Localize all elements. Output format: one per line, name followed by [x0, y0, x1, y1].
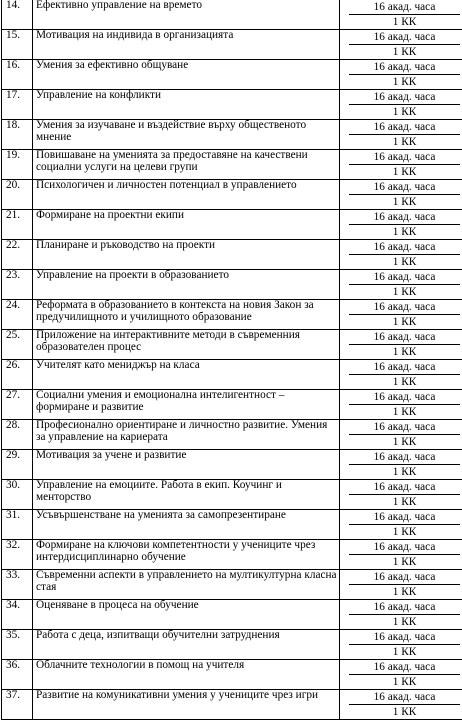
- course-load-cell: [340, 450, 462, 480]
- qualification-credits: 1 КК: [349, 284, 460, 299]
- course-title: Формиране на ключови компетентности у учениците чрез интердисциплинарно обучение: [33, 540, 340, 570]
- row-number: 31.: [2, 510, 33, 540]
- row-number: 20.: [2, 180, 33, 210]
- row-number: 15.: [2, 30, 33, 60]
- row-number: 33.: [2, 570, 33, 600]
- academic-hours: 16 акад. часа: [340, 150, 462, 164]
- qualification-credits: 1 КК: [349, 314, 460, 329]
- course-load-cell: [340, 300, 462, 330]
- qualification-credits: 1 КК: [349, 374, 460, 389]
- table-row: [2, 0, 462, 30]
- table-row: [2, 30, 462, 60]
- row-number: 36.: [2, 660, 33, 690]
- table-row: [2, 150, 462, 180]
- course-load-cell: [340, 330, 462, 360]
- course-load-cell: [340, 570, 462, 600]
- course-title: Управление на проекти в образованието: [33, 270, 340, 300]
- table-row: [2, 690, 462, 720]
- course-load-cell: [340, 150, 462, 180]
- course-load-cell: [340, 390, 462, 420]
- qualification-credits: 1 КК: [349, 704, 460, 719]
- table-row: [2, 120, 462, 150]
- course-load-cell: [340, 510, 462, 540]
- academic-hours: 16 акад. часа: [340, 660, 462, 674]
- course-title: Ефективно управление на времето: [33, 0, 340, 30]
- qualification-credits: 1 КК: [349, 674, 460, 689]
- academic-hours: 16 акад. часа: [340, 510, 462, 524]
- table-row: [2, 90, 462, 120]
- qualification-credits: 1 КК: [349, 404, 460, 419]
- course-table: [1, 0, 462, 720]
- course-title: Управление на емоциите. Работа в екип. Коучинг и менторство: [33, 480, 340, 510]
- course-load-cell: [340, 600, 462, 630]
- row-number: 25.: [2, 330, 33, 360]
- course-load-cell: [340, 270, 462, 300]
- course-title: Съвременни аспекти в управлението на мултикултурна класна стая: [33, 570, 340, 600]
- course-title: Психологичен и личностен потенциал в управлението: [33, 180, 340, 210]
- table-row: [2, 660, 462, 690]
- course-title: Умения за ефективно общуване: [33, 60, 340, 90]
- academic-hours: 16 акад. часа: [340, 0, 462, 14]
- row-number: 14.: [2, 0, 33, 30]
- academic-hours: 16 акад. часа: [340, 210, 462, 224]
- qualification-credits: 1 КК: [349, 494, 460, 509]
- row-number: 32.: [2, 540, 33, 570]
- academic-hours: 16 акад. часа: [340, 570, 462, 584]
- qualification-credits: 1 КК: [349, 74, 460, 89]
- row-number: 35.: [2, 630, 33, 660]
- course-load-cell: [340, 0, 462, 30]
- course-table-body: [2, 0, 462, 720]
- table-row: [2, 540, 462, 570]
- row-number: 26.: [2, 360, 33, 390]
- course-load-cell: [340, 90, 462, 120]
- row-number: 27.: [2, 390, 33, 420]
- course-load-cell: [340, 660, 462, 690]
- qualification-credits: 1 КК: [349, 524, 460, 539]
- academic-hours: 16 акад. часа: [340, 630, 462, 644]
- academic-hours: 16 акад. часа: [340, 330, 462, 344]
- academic-hours: 16 акад. часа: [340, 360, 462, 374]
- table-row: [2, 600, 462, 630]
- row-number: 23.: [2, 270, 33, 300]
- course-title: Развитие на комуникативни умения у учениците чрез игри: [33, 690, 340, 720]
- academic-hours: 16 акад. часа: [340, 600, 462, 614]
- course-title: Управление на конфликти: [33, 90, 340, 120]
- qualification-credits: 1 КК: [349, 344, 460, 359]
- course-title: Облачните технологии в помощ на учителя: [33, 660, 340, 690]
- academic-hours: 16 акад. часа: [340, 390, 462, 404]
- academic-hours: 16 акад. часа: [340, 270, 462, 284]
- table-row: [2, 480, 462, 510]
- table-row: [2, 210, 462, 240]
- qualification-credits: 1 КК: [349, 584, 460, 599]
- qualification-credits: 1 КК: [349, 194, 460, 209]
- row-number: 28.: [2, 420, 33, 450]
- course-title: Работа с деца, изпитващи обучителни затруднения: [33, 630, 340, 660]
- course-title: Формиране на проектни екипи: [33, 210, 340, 240]
- course-load-cell: [340, 240, 462, 270]
- course-load-cell: [340, 630, 462, 660]
- course-title: Мотивация на индивида в организацията: [33, 30, 340, 60]
- course-load-cell: [340, 540, 462, 570]
- table-row: [2, 420, 462, 450]
- qualification-credits: 1 КК: [349, 14, 460, 29]
- row-number: 30.: [2, 480, 33, 510]
- qualification-credits: 1 КК: [349, 644, 460, 659]
- qualification-credits: 1 КК: [349, 164, 460, 179]
- qualification-credits: 1 КК: [349, 254, 460, 269]
- row-number: 24.: [2, 300, 33, 330]
- academic-hours: 16 акад. часа: [340, 540, 462, 554]
- qualification-credits: 1 КК: [349, 464, 460, 479]
- academic-hours: 16 акад. часа: [340, 60, 462, 74]
- academic-hours: 16 акад. часа: [340, 180, 462, 194]
- table-row: [2, 240, 462, 270]
- course-load-cell: [340, 60, 462, 90]
- row-number: 37.: [2, 690, 33, 720]
- academic-hours: 16 акад. часа: [340, 240, 462, 254]
- qualification-credits: 1 КК: [349, 434, 460, 449]
- row-number: 16.: [2, 60, 33, 90]
- row-number: 22.: [2, 240, 33, 270]
- row-number: 29.: [2, 450, 33, 480]
- course-load-cell: [340, 480, 462, 510]
- qualification-credits: 1 КК: [349, 44, 460, 59]
- table-row: [2, 60, 462, 90]
- academic-hours: 16 акад. часа: [340, 120, 462, 134]
- table-row: [2, 180, 462, 210]
- course-title: Социални умения и емоционална интелигентност – формиране и развитие: [33, 390, 340, 420]
- row-number: 34.: [2, 600, 33, 630]
- table-row: [2, 360, 462, 390]
- table-row: [2, 300, 462, 330]
- course-title: Мотивация за учене и развитие: [33, 450, 340, 480]
- academic-hours: 16 акад. часа: [340, 420, 462, 434]
- table-row: [2, 450, 462, 480]
- academic-hours: 16 акад. часа: [340, 30, 462, 44]
- course-load-cell: [340, 180, 462, 210]
- table-row: [2, 390, 462, 420]
- academic-hours: 16 акад. часа: [340, 90, 462, 104]
- table-row: [2, 330, 462, 360]
- row-number: 18.: [2, 120, 33, 150]
- course-load-cell: [340, 420, 462, 450]
- academic-hours: 16 акад. часа: [340, 450, 462, 464]
- course-title: Реформата в образованието в контекста на новия Закон за предучилищното и училищното образование: [33, 300, 340, 330]
- row-number: 17.: [2, 90, 33, 120]
- course-load-cell: [340, 30, 462, 60]
- qualification-credits: 1 КК: [349, 134, 460, 149]
- course-load-cell: [340, 690, 462, 720]
- course-title: Приложение на интерактивните методи в съвременния образователен процес: [33, 330, 340, 360]
- course-load-cell: [340, 120, 462, 150]
- table-row: [2, 510, 462, 540]
- qualification-credits: 1 КК: [349, 554, 460, 569]
- row-number: 19.: [2, 150, 33, 180]
- qualification-credits: 1 КК: [349, 614, 460, 629]
- table-row: [2, 570, 462, 600]
- course-load-cell: [340, 360, 462, 390]
- table-row: [2, 270, 462, 300]
- course-title: Усъвършенстване на уменията за самопрезентиране: [33, 510, 340, 540]
- course-load-cell: [340, 210, 462, 240]
- course-title: Повишаване на уменията за предоставяне на качествени социални услуги на целеви групи: [33, 150, 340, 180]
- academic-hours: 16 акад. часа: [340, 480, 462, 494]
- course-title: Планиране и ръководство на проекти: [33, 240, 340, 270]
- qualification-credits: 1 КК: [349, 224, 460, 239]
- course-title: Учителят като мениджър на класа: [33, 360, 340, 390]
- course-title: Професионално ориентиране и личностно развитие. Умения за управление на кариерата: [33, 420, 340, 450]
- qualification-credits: 1 КК: [349, 104, 460, 119]
- course-title: Оценяване в процеса на обучение: [33, 600, 340, 630]
- academic-hours: 16 акад. часа: [340, 300, 462, 314]
- row-number: 21.: [2, 210, 33, 240]
- table-row: [2, 630, 462, 660]
- course-title: Умения за изучаване и въздействие върху общественото мнение: [33, 120, 340, 150]
- academic-hours: 16 акад. часа: [340, 690, 462, 704]
